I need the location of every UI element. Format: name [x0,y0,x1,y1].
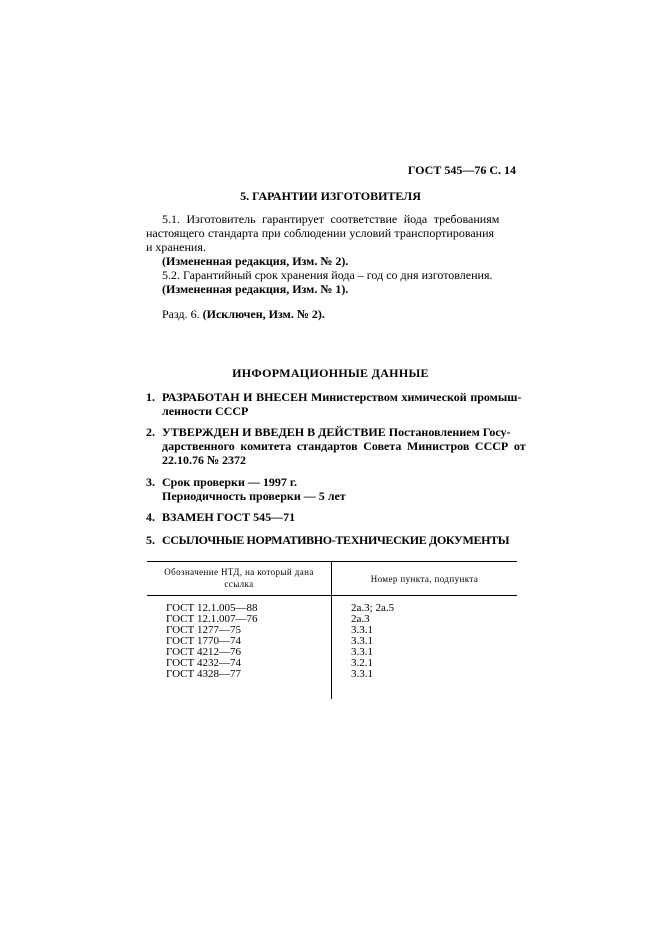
paragraph-5-1-line2: настоящего стандарта при соблюдении условий транспортирования [146,226,495,240]
info-item-4-num: 4. [146,510,155,524]
table-row-7-clause: 3.3.1 [351,668,373,680]
table-header-doc [147,566,331,590]
table-row-2-clause: 2а.3 [351,613,370,625]
table-row-1-clause: 2а.3; 2а.5 [351,602,395,614]
paragraph-5-1-line1: 5.1. Изготовитель гарантирует соответствие йода требованиям [162,212,500,226]
table-row-7-doc: ГОСТ 4328—77 [166,668,241,680]
table-row-6-clause: 3.2.1 [351,657,373,669]
table-header-clause: Номер пункта, подпункта [370,574,479,584]
table-row-4-clause: 3.3.1 [351,635,373,647]
paragraph-5-2: 5.2. Гарантийный срок хранения йода – год со дня изготовления. [162,268,493,282]
table-row-5-clause: 3.3.1 [351,646,373,658]
table-header-border [147,595,517,596]
info-item-1-num: 1. [146,390,155,404]
info-item-2-line3: 22.10.76 № 2372 [162,453,247,467]
table-top-border [147,561,517,562]
info-item-5-line1: ССЫЛОЧНЫЕ НОРМАТИВНО-ТЕХНИЧЕСКИЕ ДОКУМЕНТЫ [162,533,510,547]
info-item-2-line2: дарственного комитета стандартов Совета Министров СССР от [162,439,526,453]
info-item-2-line1: УТВЕРЖДЕН И ВВЕДЕН В ДЕЙСТВИЕ Постановлением Госу- [162,425,511,439]
table-row-2-doc: ГОСТ 12.1.007—76 [166,613,258,625]
info-item-3-line1: Срок проверки — 1997 г. [162,475,297,489]
table-row-3-doc: ГОСТ 1277—75 [166,624,241,636]
section-6-line [162,307,325,321]
info-item-1-line1: РАЗРАБОТАН И ВНЕСЕН Министерством химической промыш- [162,390,522,404]
table-row-1-doc: ГОСТ 12.1.005—88 [166,602,258,614]
info-item-2-num: 2. [146,425,155,439]
paragraph-5-1-line3: и хранения. [146,240,206,254]
table-header-doc-line2: ссылка [224,579,254,589]
page-header: ГОСТ 545—76 С. 14 [407,163,516,177]
table-row-5-doc: ГОСТ 4212—76 [166,646,241,658]
info-item-5-num: 5. [146,533,155,547]
table-row-3-clause: 3.3.1 [351,624,373,636]
table-header-doc-line1: Обозначение НТД, на который дана [164,567,314,577]
section-6-note: (Исключен, Изм. № 2). [202,307,325,321]
section-title: 5. ГАРАНТИИ ИЗГОТОВИТЕЛЯ [240,189,421,203]
info-item-4-line1: ВЗАМЕН ГОСТ 545—71 [162,510,296,524]
table-row-4-doc: ГОСТ 1770—74 [166,635,241,647]
table-row-6-doc: ГОСТ 4232—74 [166,657,241,669]
amendment-note-2: (Измененная редакция, Изм. № 1). [162,282,349,296]
info-item-3-line2: Периодичность проверки — 5 лет [162,489,346,503]
info-item-3-num: 3. [146,475,155,489]
info-item-1-line2: ленности СССР [162,404,249,418]
info-title: ИНФОРМАЦИОННЫЕ ДАННЫЕ [232,366,429,380]
section-6-prefix: Разд. 6. [162,307,203,321]
amendment-note-1: (Измененная редакция, Изм. № 2). [162,254,349,268]
